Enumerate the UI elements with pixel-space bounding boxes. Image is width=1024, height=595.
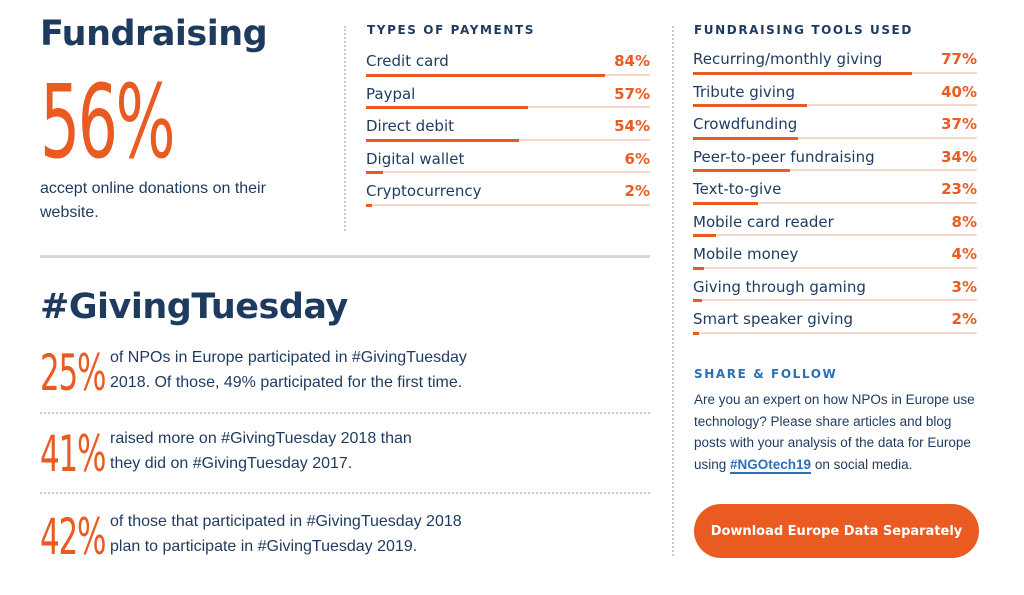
payment-bar-fill: [366, 204, 372, 207]
column-divider: [344, 26, 346, 231]
tool-label: Smart speaker giving: [693, 310, 853, 328]
giving-tuesday-stat: [40, 424, 650, 484]
stat-line: 2018. Of those, 49% participated for the first time.: [110, 374, 463, 391]
stat-description: [110, 509, 462, 559]
payment-bar-fill: [366, 139, 519, 142]
payment-value: 6%: [624, 149, 650, 168]
tool-label: Tribute giving: [693, 82, 795, 101]
tool-label: Mobile money: [693, 245, 799, 263]
tool-bar-fill: [693, 267, 704, 270]
tool-bar-fill: [693, 299, 702, 302]
tool-label: Crowdfunding: [693, 115, 798, 133]
download-europe-data-button[interactable]: Download Europe Data Separately: [694, 504, 979, 558]
payment-bar-track: [366, 171, 650, 173]
tools-list: [693, 44, 977, 337]
tool-value: 40%: [941, 82, 977, 101]
stat-line: plan to participate in #GivingTuesday 2019.: [110, 538, 418, 555]
payment-row: [366, 144, 650, 177]
tool-label: Giving through gaming: [693, 277, 866, 296]
payment-row: [366, 79, 650, 112]
share-description: [694, 389, 979, 475]
share-text-before: Are you an expert on how NPOs in Europe use technology? Please share articles and blog posts with your analysis of the data for Europe using: [694, 392, 975, 472]
payment-row: [366, 111, 650, 144]
tool-value: 23%: [941, 180, 977, 198]
giving-tuesday-title: #GivingTuesday: [40, 287, 348, 327]
tool-label: Text-to-give: [693, 180, 782, 198]
payment-bar-track: [366, 204, 650, 206]
stat-percent: 42%: [40, 508, 106, 566]
ngotech-hashtag-link[interactable]: #NGOtech19: [730, 456, 812, 472]
tool-row: [693, 142, 977, 175]
online-donations-description: accept online donations on their website.: [40, 180, 266, 221]
payments-list: [366, 46, 650, 209]
column-divider: [672, 26, 674, 556]
stat-description: [110, 345, 467, 395]
payment-label: Direct debit: [366, 117, 455, 135]
payment-label: Paypal: [366, 84, 416, 103]
online-donations-stat: 56%: [40, 63, 174, 182]
payment-value: 57%: [614, 84, 650, 103]
tool-bar-fill: [693, 234, 716, 237]
share-section-label: SHARE & FOLLOW: [694, 367, 838, 381]
stat-percent: 25%: [40, 344, 106, 402]
tool-label: Peer-to-peer fundraising: [693, 147, 875, 166]
tool-value: 77%: [941, 50, 977, 68]
tool-bar-track: [693, 332, 977, 334]
tool-label: Mobile card reader: [693, 212, 834, 231]
tool-row: [693, 109, 977, 142]
tool-bar-fill: [693, 104, 807, 107]
tool-bar-fill: [693, 169, 790, 172]
stat-line: raised more on #GivingTuesday 2018 than: [110, 430, 412, 447]
payment-value: 2%: [624, 182, 650, 200]
tool-row: [693, 304, 977, 337]
tool-bar-track: [693, 299, 977, 301]
section-divider: [40, 255, 650, 258]
payment-label: Digital wallet: [366, 149, 465, 168]
payment-bar-fill: [366, 171, 383, 174]
stat-description: [110, 426, 412, 476]
tools-section-label: FUNDRAISING TOOLS USED: [694, 23, 913, 37]
payment-value: 84%: [614, 52, 650, 70]
tool-value: 8%: [951, 212, 977, 231]
tool-value: 3%: [951, 277, 977, 296]
tool-value: 2%: [951, 310, 977, 328]
tool-row: [693, 44, 977, 77]
tool-row: [693, 174, 977, 207]
fundraising-title: Fundraising: [40, 14, 268, 54]
payments-section-label: TYPES OF PAYMENTS: [367, 23, 535, 37]
tool-bar-fill: [693, 72, 912, 75]
payment-bar-fill: [366, 74, 605, 77]
stat-divider: [40, 492, 650, 494]
tool-row: [693, 207, 977, 240]
tool-bar-fill: [693, 202, 758, 205]
giving-tuesday-stat: [40, 343, 650, 403]
stat-line: they did on #GivingTuesday 2017.: [110, 455, 353, 472]
tool-value: 37%: [941, 115, 977, 133]
tool-row: [693, 239, 977, 272]
tool-row: [693, 272, 977, 305]
payment-label: Credit card: [366, 52, 449, 70]
tool-bar-track: [693, 234, 977, 236]
payment-label: Cryptocurrency: [366, 182, 482, 200]
tool-label: Recurring/monthly giving: [693, 50, 883, 68]
stat-divider: [40, 412, 650, 414]
payment-row: [366, 46, 650, 79]
payment-value: 54%: [614, 117, 650, 135]
tool-bar-track: [693, 267, 977, 269]
stat-percent: 41%: [40, 425, 106, 483]
tool-row: [693, 77, 977, 110]
tool-bar-fill: [693, 137, 798, 140]
stat-line: of NPOs in Europe participated in #GivingTuesday: [110, 349, 467, 366]
tool-bar-fill: [693, 332, 699, 335]
tool-value: 4%: [951, 245, 977, 263]
share-text-after: on social media.: [811, 456, 913, 472]
payment-row: [366, 176, 650, 209]
tool-value: 34%: [941, 147, 977, 166]
stat-line: of those that participated in #GivingTuesday 2018: [110, 513, 462, 530]
payment-bar-fill: [366, 106, 528, 109]
giving-tuesday-stat: [40, 507, 650, 567]
